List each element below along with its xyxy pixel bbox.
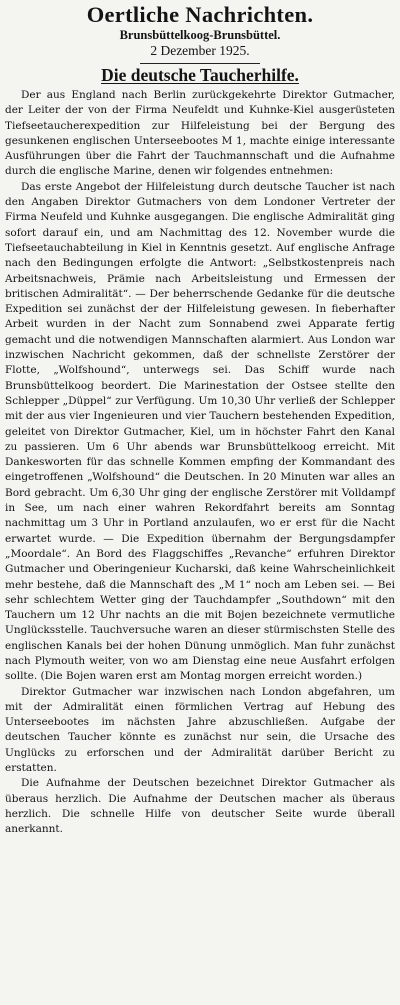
article-paragraph: Der aus England nach Berlin zurückgekehrte Direktor Gutmacher, der Leiter der von der Firma Neufeldt und Kuhnke-Kiel ausgerüsteten Tiefseetaucherexpedition zur Hilfeleistung bei der Bergung des gesunkenen englischen Unterseebootes M 1, machte einige interessante Ausführungen über die Fahrt der Tauchmannschaft und die Aufnahme durch die englische Marine, denen wir folgendes entnehmen: [5, 89, 395, 178]
article-paragraph: Direktor Gutmacher war inzwischen nach London abgefahren, um mit der Admiralität einen förmlichen Vertrag auf Hebung des Unterseebootes im nächsten Jahre abzuschließen. Aufgabe der deutschen Taucher könnte es zunächst nur sein, die Ursache des Unglücks zu erforschen und der Admiralität darüber Bericht zu erstatten. [5, 685, 395, 775]
article-paragraph: Die Aufnahme der Deutschen bezeichnet Direktor Gutmacher als überaus herzlich. Die Aufnahme der Deutschen macher als überaus herzlich. Die schnelle Hilfe von deutscher Seite wurde überall anerkannt. [5, 777, 395, 836]
article-body [5, 88, 395, 838]
issue-date: 2 Dezember 1925. [150, 43, 250, 58]
section-title: Oertliche Nachrichten. [86, 2, 314, 27]
article-headline: Die deutsche Taucherhilfe. [101, 65, 299, 85]
divider [140, 63, 260, 64]
dateline: Brunsbüttelkoog-Brunsbüttel. [119, 28, 281, 42]
article-paragraph: Das erste Angebot der Hilfeleistung durch deutsche Taucher ist nach den Angaben Direktor Gutmachers von dem Londoner Vertreter der Firma Neufeld und Kuhnke ausgegangen. Die englische Admiralität ging sofort darauf ein, und am Nachmittag des 12. November wurde die Tiefseetauchabteilung in Kiel in Kenntnis gesetzt. Auf englische Anfrage nach den Bedingungen erfolgte die Antwort: „Selbstkostenpreis nach Arbeitsnachweis, Prämie nach Arbeitsleistung und Ermessen der britischen Admiralität“. — Der beherrschende Gedanke für die deutsche Expedition sei zunächst der der Hilfeleistung gewesen. In fieberhafter Arbeit wurden in der Nacht zum Sonnabend zwei Apparate fertig gemacht und die notwendigen Mannschaften alarmiert. Aus London war inzwischen Nachricht gekommen, daß der schnellste Zerstörer der Flotte, „Wolfshound“, unterwegs sei. Das Schiff wurde nach Brunsbüttelkoog beordert. Die Marinestation der Ostsee stellte den Schlepper „Düppel“ zur Verfügung. Um 10,30 Uhr verließ der Schlepper mit der aus vier Ingenieuren und vier Tauchern bestehenden Expedition, geleitet von Direktor Gutmacher, Kiel, um in höchster Fahrt den Kanal zu passieren. Um 6 Uhr abends war Brunsbüttelkoog erreicht. Mit Dankesworten für das schnelle Kommen empfing der Kommandant des eingetroffenen „Wolfshound“ die Deutschen. In 20 Minuten war alles an Bord gebracht. Um 6,30 Uhr ging der englische Zerstörer mit Volldampf in See, um nach einer wahren Rekordfahrt bereits am Sonntag nachmittag um 3 Uhr in Portland anzulaufen, wo er erst für die Nacht erwartet wurde. — Die Expedition übernahm der Bergungsdampfer „Moordale“. An Bord des Flaggschiffes „Revanche“ erfuhren Direktor Gutmacher und Oberingenieur Kucharski, daß keine Wahrscheinlichkeit mehr bestehe, daß die Mannschaft des „M 1“ noch am Leben sei. — Bei sehr schlechtem Wetter ging der Tauchdampfer „Southdown“ mit den Tauchern um 12 Uhr nachts an die mit Bojen bezeichnete vermutliche Unglücksstelle. Tauchversuche waren an dieser stürmischsten Stelle des englischen Kanals bei der hohen Dünung unmöglich. Man fuhr zunächst nach Plymouth weiter, von wo am Dienstag eine neue Ausfahrt erfolgen sollte. (Die Bojen waren erst am Montag morgen erreicht worden.) [5, 180, 395, 683]
